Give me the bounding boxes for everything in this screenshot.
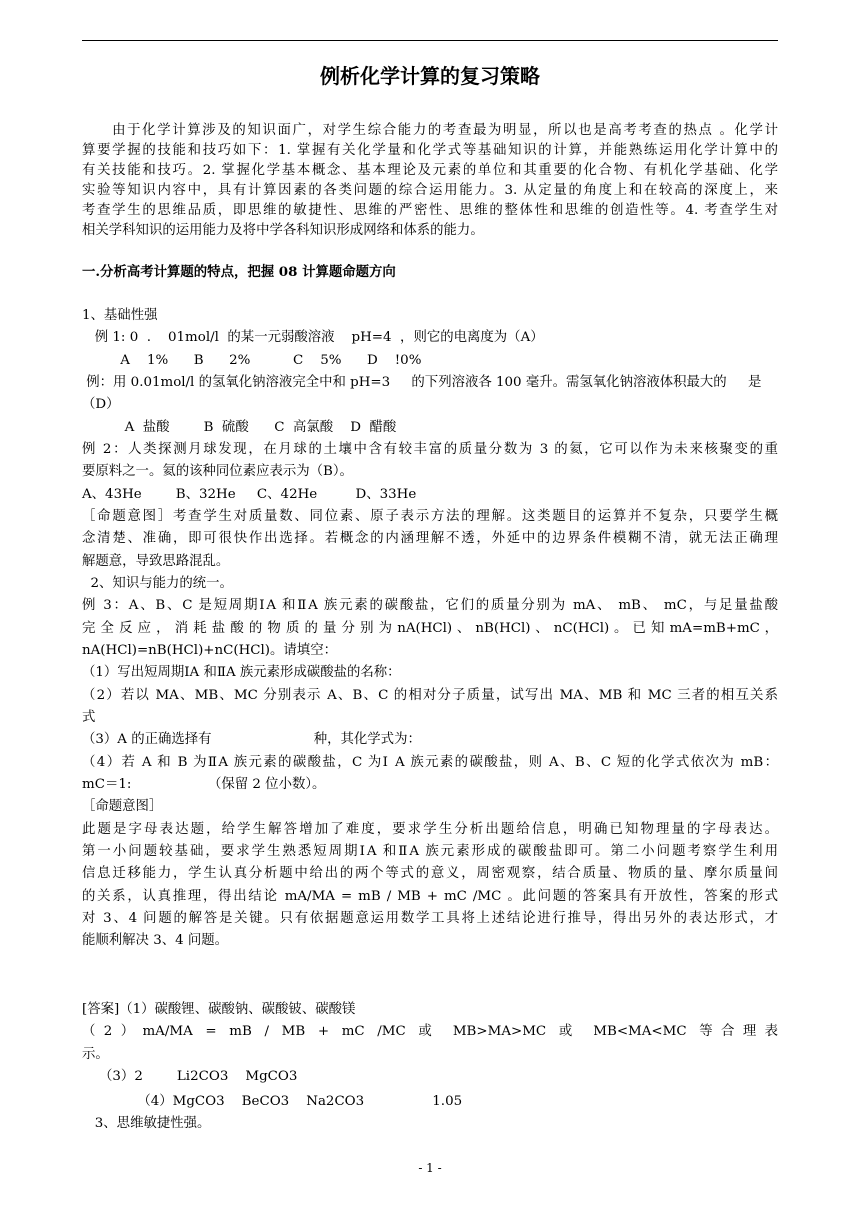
answer-line-4: （3）2 Li2CO3 MgCO3	[82, 1069, 298, 1084]
question-2-line-1: （2）若以 MA、MB、MC 分别表示 A、B、C 的相对分子质量，试写出 MA、MB 和 MC 三者的相互关系	[82, 688, 778, 703]
intent-2-heading: ［命题意图］	[82, 799, 163, 814]
subheading-basic: 1、基础性强	[82, 308, 158, 323]
subheading-knowledge: 2、知识与能力的统一。	[82, 576, 233, 591]
example-3-line-2: 完 全 反 应 ， 消 耗 盐 酸 的 物 质 的 量 分 别 为 nA(HCl) 、 nB(HCl) 、 nC(HCl) 。 已 知 mA=mB+mC ，	[82, 621, 778, 636]
question-4-line-2: mC＝1: （保留 2 位小数）。	[82, 777, 326, 792]
intro-line-1: 由于化学计算涉及的知识面广，对学生综合能力的考查最为明显，所以也是高考考查的热点 。化学计	[82, 123, 778, 138]
intent-2-line-1: 此题是字母表达题，给学生解答增加了难度，要求学生分析出题给信息，明确已知物理量的字母表达。	[82, 822, 778, 837]
example-1-question: 例 1: 0 . 01mol/l 的某一元弱酸溶液 pH=4 ，则它的电离度为（A）	[82, 330, 544, 345]
intent-2-line-4: 的关系，认真推理，得出结论 mA/MA = mB / MB + mC /MC 。此问题的答案具有开放性，答案的形式	[82, 889, 778, 904]
intro-line-6: 相关学科知识的运用能力及将中学各科知识形成网络和体系的能力。	[82, 223, 484, 238]
header-rule	[82, 40, 778, 41]
answer-line-1: [答案]（1）碳酸锂、碳酸钠、碳酸铍、碳酸镁	[82, 1002, 356, 1017]
example-1-options: A 1% B 2% C 5% D !0%	[82, 353, 422, 368]
example-2-line-1: 例 2：人类探测月球发现，在月球的土壤中含有较丰富的质量分数为 3 的氦，它可以作为未来核聚变的重	[82, 442, 778, 457]
intro-line-3: 有关技能和技巧。2. 掌握化学基本概念、基本理论及元素的单位和其重要的化合物、有机化学基础、化学	[82, 163, 778, 178]
intent-2-line-3: 信息迁移能力，学生认真分析题中给出的两个等式的意义，周密观察，结合质量、物质的量、摩尔质量间	[82, 866, 778, 881]
page-number: - 1 -	[418, 1161, 442, 1175]
question-3: （3）A 的正确选择有 种，其化学式为：	[82, 732, 421, 747]
subheading-thinking: 3、思维敏捷性强。	[82, 1116, 211, 1131]
intent-2-line-2: 第一小问题较基础，要求学生熟悉短周期ⅠA 和ⅡA 族元素形成的碳酸盐即可。第二小问题考察学生利用	[82, 844, 778, 859]
intent-1-line-2: 念清楚、准确，即可很快作出选择。若概念的内涵理解不透，外延中的边界条件模糊不清，就无法正确理	[82, 531, 778, 546]
intent-1-line-3: 解题意，导致思路混乱。	[82, 554, 230, 569]
example-extra-answer: （D）	[82, 397, 120, 412]
example-2-options: A、43He B、32He C、42He D、33He	[82, 487, 417, 502]
section-heading-1: 一.分析高考计算题的特点，把握 08 计算题命题方向	[82, 264, 396, 280]
question-2-line-2: 式	[82, 710, 96, 725]
intro-line-2: 算要学握的技能和技巧如下：1. 掌握有关化学量和化学式等基础知识的计算，并能熟练运用化学计算中的	[82, 143, 778, 158]
intent-1-line-1: ［命题意图］考查学生对质量数、同位素、原子表示方法的理解。这类题目的运算并不复杂，只要学生概	[82, 509, 778, 524]
intent-2-line-5: 对 3、4 问题的解答是关键。只有依据题意运用数学工具将上述结论进行推导，得出另外的表达形式，才	[82, 911, 778, 926]
intent-2-line-6: 能顺利解决 3、4 问题。	[82, 933, 229, 948]
question-4-line-1: （4）若 A 和 B 为ⅡA 族元素的碳酸盐，C 为Ⅰ A 族元素的碳酸盐，则 A、B、C 短的化学式依次为 mB：	[82, 755, 778, 770]
example-extra-question: 例：用 0.01mol/l 的氢氧化钠溶液完全中和 pH=3 的下列溶液各 100 毫升。需氢氧化钠溶液体积最大的 是	[82, 375, 762, 390]
document-title: 例析化学计算的复习策略	[320, 64, 540, 88]
example-3-line-1: 例 3：A、B、C 是短周期ⅠA 和ⅡA 族元素的碳酸盐，它们的质量分别为 mA、 mB、 mC，与足量盐酸	[82, 598, 778, 613]
example-2-line-2: 要原料之一。氦的该种同位素应表示为（B）。	[82, 464, 353, 479]
answer-line-3: 示。	[82, 1047, 109, 1062]
intro-line-5: 考查学生的思维品质，即思维的敏捷性、思维的严密性、思维的整体性和思维的创造性等。4. 考查学生对	[82, 203, 778, 218]
example-extra-options: A 盐酸 B 硫酸 C 高氯酸 D 醋酸	[82, 420, 397, 435]
intro-line-4: 实验等知识内容中，具有计算因素的各类问题的综合运用能力。3. 从定量的角度上和在较高的深度上，来	[82, 183, 778, 198]
answer-line-5: （4）MgCO3 BeCO3 Na2CO3 1.05	[82, 1094, 463, 1109]
answer-line-2: （2）mA/MA = mB / MB + mC /MC 或 MB>MA>MC 或 MB<MA<MC 等合理表	[82, 1024, 778, 1039]
question-1: （1）写出短周期ⅠA 和ⅡA 族元素形成碳酸盐的名称：	[82, 665, 401, 680]
example-3-line-3: nA(HCl)=nB(HCl)+nC(HCl)。请填空：	[82, 643, 337, 658]
